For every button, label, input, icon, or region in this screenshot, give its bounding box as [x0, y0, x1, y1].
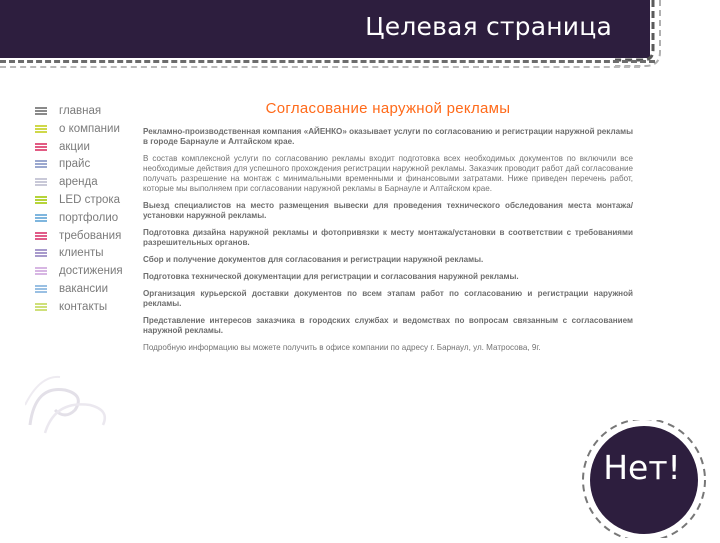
nav-color-marker: [35, 125, 47, 134]
slide-title: Целевая страница: [365, 12, 612, 41]
nav-item-label: аренда: [59, 176, 98, 189]
nav-item[interactable]: [25, 156, 135, 174]
title-banner: [0, 0, 650, 58]
nav-item-label: требования: [59, 229, 122, 242]
article-title: Согласование наружной рекламы: [265, 100, 511, 117]
nav-color-marker: [35, 267, 47, 276]
article-paragraph: Подробную информацию вы можете получить в офисе компании по адресу г. Барнаул, ул. Матросова, 9г.: [143, 343, 541, 352]
nav-color-marker: [35, 160, 47, 169]
nav-color-marker: [35, 249, 47, 258]
nav-item-label: о компании: [59, 122, 120, 135]
nav-color-marker: [35, 196, 47, 205]
nav-item-label: главная: [59, 105, 102, 117]
article-paragraph: Выезд специалистов на место размещения вывески для проведения технического обследования места монтажа/установки наружной рекламы.: [143, 201, 633, 220]
nav-item[interactable]: [25, 103, 135, 121]
nav-item-label: акции: [59, 140, 90, 153]
nav-item[interactable]: [25, 281, 135, 299]
article: [143, 100, 633, 360]
nav-item[interactable]: [25, 121, 135, 139]
nav-item[interactable]: [25, 263, 135, 281]
nav-item[interactable]: [25, 210, 135, 228]
nav-color-marker: [35, 107, 47, 116]
article-paragraph: Представление интересов заказчика в городских службах и ведомствах по вопросам связанным с согласованием наружной рекламы.: [143, 316, 633, 335]
nav-item-label: достижения: [59, 265, 123, 278]
article-paragraph: Подготовка технической документации для регистрации и согласования наружной рекламы.: [143, 272, 519, 281]
article-paragraph: Сбор и получение документов для согласования и регистрации наружной рекламы.: [143, 255, 484, 264]
article-paragraph: Подготовка дизайна наружной рекламы и фотопривязки к месту монтажа/установки в соответствии с требованиями разрешительных органов.: [143, 228, 633, 247]
banner-dashed-line: [0, 60, 655, 63]
nav-item[interactable]: [25, 139, 135, 157]
nav-item-label: портфолио: [59, 211, 119, 224]
nav-color-marker: [35, 232, 47, 241]
nav-color-marker: [35, 178, 47, 187]
nav-item-label: клиенты: [59, 247, 104, 260]
nav-item[interactable]: [25, 174, 135, 192]
no-badge: [578, 420, 706, 538]
nav-item[interactable]: [25, 192, 135, 210]
nav-item-label: LED строка: [59, 193, 121, 206]
website-screenshot: [25, 95, 645, 435]
banner-dashed-line-light: [0, 66, 640, 68]
nav-item[interactable]: [25, 228, 135, 246]
article-paragraph: В состав комплексной услуги по согласованию рекламы входит подготовка всех необходимых документов по включили все необходимые действия для успешного прохождения регистрации наружной рекламы. Заказчик проводит работ дай согласование получать разрешение на монтаж с минимальными временными и финансовыми затратами. Ниже приведен перечень работ, которые мы выполняем при согласовании наружной рекламы в Барнауле и Алтайском крае.: [143, 154, 633, 193]
nav-item[interactable]: [25, 245, 135, 263]
nav-color-marker: [35, 285, 47, 294]
site-nav-menu: [25, 103, 135, 317]
nav-color-marker: [35, 214, 47, 223]
nav-color-marker: [35, 143, 47, 152]
nav-item-label: прайс: [59, 158, 91, 171]
badge-text: Нет!: [603, 448, 681, 487]
nav-item-label: вакансии: [59, 282, 109, 295]
nav-color-marker: [35, 303, 47, 312]
article-paragraph: Организация курьерской доставки документов по всем этапам работ по согласованию и регистрации наружной рекламы.: [143, 289, 633, 308]
article-paragraph: Рекламно-производственная компания «АЙЕНКО» оказывает услуги по согласованию и регистрации наружной рекламы в городе Барнауле и Алтайском крае.: [143, 127, 633, 146]
floral-swirl-ornament: [25, 345, 135, 435]
nav-item-label: контакты: [59, 300, 108, 313]
nav-item[interactable]: [25, 299, 135, 317]
article-body: [143, 127, 633, 353]
